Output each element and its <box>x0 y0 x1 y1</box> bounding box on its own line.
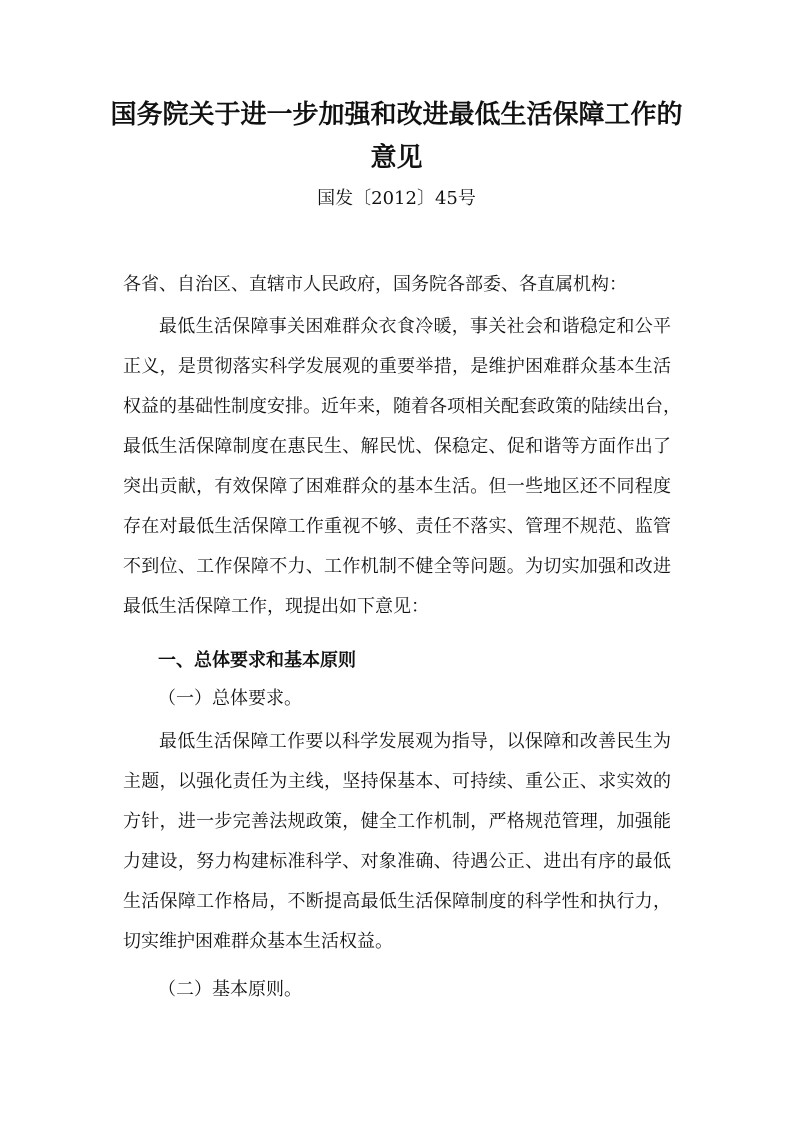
document-title-line-1: 国务院关于进一步加强和改进最低生活保障工作的 <box>110 100 683 130</box>
intro-paragraph-line: 权益的基础性制度安排。近年来，随着各项相关配套政策的陆续出台， <box>123 396 681 417</box>
addressee: 各省、自治区、直辖市人民政府，国务院各部委、各直属机构： <box>123 274 627 295</box>
subsection-1-paragraph-line: 最低生活保障工作要以科学发展观为指导，以保障和改善民生为 <box>159 731 671 752</box>
intro-paragraph-line: 存在对最低生活保障工作重视不够、责任不落实、管理不规范、监管 <box>123 516 671 537</box>
subsection-2-heading: （二）基本原则。 <box>158 979 302 1000</box>
document-number: 国发〔2012〕45号 <box>317 188 476 209</box>
subsection-1-heading: （一）总体要求。 <box>158 688 302 709</box>
document-title-line-2: 意见 <box>370 143 423 173</box>
intro-paragraph-line: 最低生活保障事关困难群众衣食冷暖，事关社会和谐稳定和公平 <box>159 316 671 337</box>
subsection-1-paragraph-line: 切实维护困难群众基本生活权益。 <box>123 931 393 952</box>
intro-paragraph-line: 最低生活保障工作，现提出如下意见： <box>123 596 429 617</box>
subsection-1-paragraph-line: 主题，以强化责任为主线，坚持保基本、可持续、重公正、求实效的 <box>123 771 671 792</box>
section-1-heading: 一、总体要求和基本原则 <box>158 650 356 671</box>
intro-paragraph-line: 突出贡献，有效保障了困难群众的基本生活。但一些地区还不同程度 <box>123 476 671 497</box>
intro-paragraph-line: 正义，是贯彻落实科学发展观的重要举措，是维护困难群众基本生活 <box>123 356 671 377</box>
subsection-1-paragraph-line: 生活保障工作格局，不断提高最低生活保障制度的科学性和执行力， <box>123 891 671 912</box>
intro-paragraph-line: 最低生活保障制度在惠民生、解民忧、保稳定、促和谐等方面作出了 <box>123 436 671 457</box>
subsection-1-paragraph-line: 力建设，努力构建标准科学、对象准确、待遇公正、进出有序的最低 <box>123 851 671 872</box>
intro-paragraph-line: 不到位、工作保障不力、工作机制不健全等问题。为切实加强和改进 <box>123 556 671 577</box>
subsection-1-paragraph-line: 方针，进一步完善法规政策，健全工作机制，严格规范管理，加强能 <box>123 811 671 832</box>
